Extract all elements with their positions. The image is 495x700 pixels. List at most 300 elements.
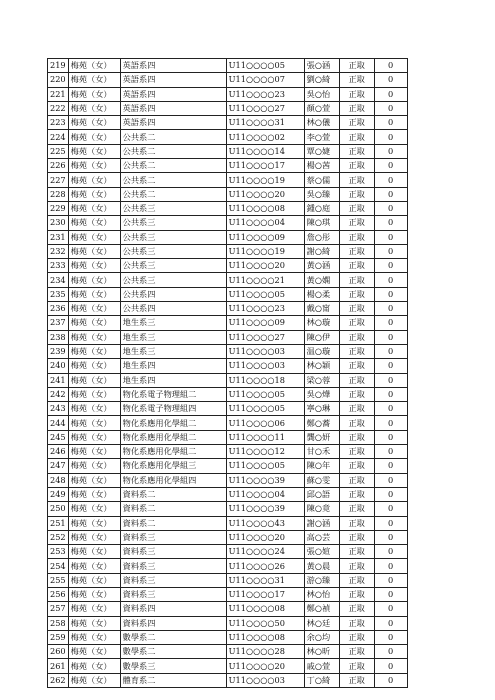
- department-cell: 公共系二: [120, 144, 226, 158]
- row-number: 238: [48, 330, 69, 344]
- value-cell: 0: [374, 216, 407, 230]
- student-name-cell: 劉○綺: [304, 73, 339, 87]
- table-row: [48, 259, 408, 273]
- dorm-cell: 梅苑（女）: [68, 230, 120, 244]
- student-name-cell: 謝○涵: [304, 516, 339, 530]
- status-cell: 正取: [339, 573, 374, 587]
- student-name-cell: 吳○燁: [304, 387, 339, 401]
- student-name-cell: 林○穎: [304, 359, 339, 373]
- dorm-cell: 梅苑（女）: [68, 144, 120, 158]
- status-cell: 正取: [339, 344, 374, 358]
- student-id-cell: U11○○○○23: [226, 302, 304, 316]
- dorm-cell: 梅苑（女）: [68, 59, 120, 73]
- dorm-cell: 梅苑（女）: [68, 602, 120, 616]
- value-cell: 0: [374, 116, 407, 130]
- value-cell: 0: [374, 330, 407, 344]
- student-id-cell: U11○○○○20: [226, 530, 304, 544]
- dorm-cell: 梅苑（女）: [68, 645, 120, 659]
- value-cell: 0: [374, 673, 407, 687]
- value-cell: 0: [374, 259, 407, 273]
- student-id-cell: U11○○○○50: [226, 616, 304, 630]
- table-row: [48, 573, 408, 587]
- student-name-cell: 林○儀: [304, 116, 339, 130]
- department-cell: 資料系三: [120, 559, 226, 573]
- table-row: [48, 673, 408, 687]
- student-name-cell: 余○均: [304, 630, 339, 644]
- status-cell: 正取: [339, 545, 374, 559]
- value-cell: 0: [374, 445, 407, 459]
- row-number: 257: [48, 602, 69, 616]
- student-id-cell: U11○○○○14: [226, 144, 304, 158]
- department-cell: 地生系三: [120, 344, 226, 358]
- value-cell: 0: [374, 545, 407, 559]
- row-number: 219: [48, 59, 69, 73]
- department-cell: 物化系電子物理組四: [120, 402, 226, 416]
- dorm-cell: 梅苑（女）: [68, 187, 120, 201]
- dorm-cell: 梅苑（女）: [68, 101, 120, 115]
- value-cell: 0: [374, 344, 407, 358]
- table-row: [48, 130, 408, 144]
- status-cell: 正取: [339, 273, 374, 287]
- value-cell: 0: [374, 387, 407, 401]
- student-id-cell: U11○○○○20: [226, 187, 304, 201]
- student-name-cell: 詹○彤: [304, 230, 339, 244]
- table-row: [48, 173, 408, 187]
- row-number: 258: [48, 616, 69, 630]
- student-id-cell: U11○○○○31: [226, 116, 304, 130]
- table-row: [48, 516, 408, 530]
- value-cell: 0: [374, 359, 407, 373]
- row-number: 224: [48, 130, 69, 144]
- table-row: [48, 73, 408, 87]
- row-number: 250: [48, 502, 69, 516]
- student-id-cell: U11○○○○05: [226, 287, 304, 301]
- dorm-cell: 梅苑（女）: [68, 545, 120, 559]
- status-cell: 正取: [339, 445, 374, 459]
- dorm-cell: 梅苑（女）: [68, 159, 120, 173]
- department-cell: 公共系四: [120, 302, 226, 316]
- value-cell: 0: [374, 316, 407, 330]
- department-cell: 公共系三: [120, 259, 226, 273]
- table-row: [48, 316, 408, 330]
- status-cell: 正取: [339, 187, 374, 201]
- student-name-cell: 丁○綺: [304, 673, 339, 687]
- row-number: 251: [48, 516, 69, 530]
- student-id-cell: U11○○○○27: [226, 330, 304, 344]
- department-cell: 物化系應用化學組二: [120, 445, 226, 459]
- status-cell: 正取: [339, 59, 374, 73]
- table-row: [48, 473, 408, 487]
- student-id-cell: U11○○○○20: [226, 659, 304, 673]
- student-name-cell: 戚○萱: [304, 659, 339, 673]
- student-id-cell: U11○○○○17: [226, 587, 304, 601]
- status-cell: 正取: [339, 430, 374, 444]
- status-cell: 正取: [339, 416, 374, 430]
- table-row: [48, 287, 408, 301]
- dorm-cell: 梅苑（女）: [68, 244, 120, 258]
- table-row: [48, 344, 408, 358]
- department-cell: 資料系四: [120, 602, 226, 616]
- status-cell: 正取: [339, 516, 374, 530]
- status-cell: 正取: [339, 459, 374, 473]
- row-number: 229: [48, 201, 69, 215]
- department-cell: 數學系二: [120, 645, 226, 659]
- student-id-cell: U11○○○○09: [226, 230, 304, 244]
- value-cell: 0: [374, 530, 407, 544]
- student-id-cell: U11○○○○02: [226, 130, 304, 144]
- dorm-allocation-table: [47, 58, 408, 688]
- student-id-cell: U11○○○○08: [226, 630, 304, 644]
- row-number: 249: [48, 487, 69, 501]
- department-cell: 資料系三: [120, 587, 226, 601]
- row-number: 226: [48, 159, 69, 173]
- value-cell: 0: [374, 459, 407, 473]
- table-row: [48, 273, 408, 287]
- table-row: [48, 116, 408, 130]
- department-cell: 地生系四: [120, 359, 226, 373]
- row-number: 253: [48, 545, 69, 559]
- table-row: [48, 602, 408, 616]
- department-cell: 英語系四: [120, 73, 226, 87]
- department-cell: 公共系二: [120, 130, 226, 144]
- table-body: [48, 59, 408, 688]
- status-cell: 正取: [339, 230, 374, 244]
- dorm-cell: 梅苑（女）: [68, 344, 120, 358]
- status-cell: 正取: [339, 101, 374, 115]
- table-row: [48, 216, 408, 230]
- value-cell: 0: [374, 502, 407, 516]
- status-cell: 正取: [339, 530, 374, 544]
- table-row: [48, 159, 408, 173]
- department-cell: 公共系二: [120, 187, 226, 201]
- value-cell: 0: [374, 373, 407, 387]
- table-row: [48, 630, 408, 644]
- row-number: 244: [48, 416, 69, 430]
- row-number: 220: [48, 73, 69, 87]
- table-row: [48, 144, 408, 158]
- value-cell: 0: [374, 402, 407, 416]
- department-cell: 公共系二: [120, 173, 226, 187]
- allocation-sheet: [47, 58, 408, 688]
- dorm-cell: 梅苑（女）: [68, 402, 120, 416]
- student-id-cell: U11○○○○11: [226, 430, 304, 444]
- student-name-cell: 林○昕: [304, 645, 339, 659]
- row-number: 239: [48, 344, 69, 358]
- value-cell: 0: [374, 87, 407, 101]
- student-name-cell: 吳○怡: [304, 87, 339, 101]
- table-row: [48, 402, 408, 416]
- row-number: 248: [48, 473, 69, 487]
- table-row: [48, 587, 408, 601]
- value-cell: 0: [374, 187, 407, 201]
- status-cell: 正取: [339, 587, 374, 601]
- row-number: 255: [48, 573, 69, 587]
- table-row: [48, 659, 408, 673]
- department-cell: 物化系應用化學組二: [120, 430, 226, 444]
- student-name-cell: 陳○年: [304, 459, 339, 473]
- department-cell: 公共系三: [120, 201, 226, 215]
- department-cell: 數學系三: [120, 659, 226, 673]
- status-cell: 正取: [339, 502, 374, 516]
- student-id-cell: U11○○○○39: [226, 473, 304, 487]
- table-row: [48, 302, 408, 316]
- department-cell: 體育系二: [120, 673, 226, 687]
- row-number: 240: [48, 359, 69, 373]
- row-number: 259: [48, 630, 69, 644]
- student-name-cell: 謝○綺: [304, 244, 339, 258]
- student-name-cell: 黃○晨: [304, 559, 339, 573]
- dorm-cell: 梅苑（女）: [68, 473, 120, 487]
- value-cell: 0: [374, 573, 407, 587]
- value-cell: 0: [374, 159, 407, 173]
- value-cell: 0: [374, 302, 407, 316]
- row-number: 247: [48, 459, 69, 473]
- department-cell: 資料系三: [120, 573, 226, 587]
- student-name-cell: 戴○甯: [304, 302, 339, 316]
- dorm-cell: 梅苑（女）: [68, 259, 120, 273]
- table-row: [48, 559, 408, 573]
- status-cell: 正取: [339, 130, 374, 144]
- dorm-cell: 梅苑（女）: [68, 487, 120, 501]
- row-number: 228: [48, 187, 69, 201]
- dorm-cell: 梅苑（女）: [68, 616, 120, 630]
- department-cell: 公共系四: [120, 287, 226, 301]
- row-number: 236: [48, 302, 69, 316]
- row-number: 223: [48, 116, 69, 130]
- department-cell: 資料系四: [120, 616, 226, 630]
- student-id-cell: U11○○○○05: [226, 402, 304, 416]
- student-name-cell: 李○萱: [304, 130, 339, 144]
- dorm-cell: 梅苑（女）: [68, 130, 120, 144]
- table-row: [48, 359, 408, 373]
- dorm-cell: 梅苑（女）: [68, 87, 120, 101]
- table-row: [48, 616, 408, 630]
- department-cell: 英語系四: [120, 116, 226, 130]
- row-number: 241: [48, 373, 69, 387]
- table-row: [48, 430, 408, 444]
- dorm-cell: 梅苑（女）: [68, 330, 120, 344]
- value-cell: 0: [374, 473, 407, 487]
- value-cell: 0: [374, 430, 407, 444]
- dorm-cell: 梅苑（女）: [68, 516, 120, 530]
- value-cell: 0: [374, 516, 407, 530]
- status-cell: 正取: [339, 402, 374, 416]
- status-cell: 正取: [339, 673, 374, 687]
- department-cell: 資料系二: [120, 502, 226, 516]
- table-row: [48, 230, 408, 244]
- row-number: 256: [48, 587, 69, 601]
- student-id-cell: U11○○○○03: [226, 344, 304, 358]
- student-id-cell: U11○○○○04: [226, 487, 304, 501]
- student-id-cell: U11○○○○08: [226, 602, 304, 616]
- department-cell: 公共系三: [120, 230, 226, 244]
- student-id-cell: U11○○○○39: [226, 502, 304, 516]
- status-cell: 正取: [339, 173, 374, 187]
- table-row: [48, 416, 408, 430]
- dorm-cell: 梅苑（女）: [68, 116, 120, 130]
- table-row: [48, 487, 408, 501]
- student-id-cell: U11○○○○28: [226, 645, 304, 659]
- student-id-cell: U11○○○○03: [226, 359, 304, 373]
- student-name-cell: 張○涵: [304, 59, 339, 73]
- row-number: 232: [48, 244, 69, 258]
- status-cell: 正取: [339, 616, 374, 630]
- department-cell: 英語系四: [120, 101, 226, 115]
- student-name-cell: 鄭○蕎: [304, 416, 339, 430]
- value-cell: 0: [374, 73, 407, 87]
- student-id-cell: U11○○○○06: [226, 416, 304, 430]
- student-name-cell: 高○芸: [304, 530, 339, 544]
- value-cell: 0: [374, 630, 407, 644]
- student-name-cell: 顏○萱: [304, 101, 339, 115]
- department-cell: 公共系三: [120, 216, 226, 230]
- value-cell: 0: [374, 101, 407, 115]
- student-id-cell: U11○○○○20: [226, 259, 304, 273]
- row-number: 246: [48, 445, 69, 459]
- status-cell: 正取: [339, 244, 374, 258]
- row-number: 262: [48, 673, 69, 687]
- value-cell: 0: [374, 244, 407, 258]
- status-cell: 正取: [339, 87, 374, 101]
- student-name-cell: 林○廷: [304, 616, 339, 630]
- student-name-cell: 陳○琪: [304, 216, 339, 230]
- value-cell: 0: [374, 616, 407, 630]
- table-row: [48, 645, 408, 659]
- value-cell: 0: [374, 230, 407, 244]
- table-row: [48, 201, 408, 215]
- table-row: [48, 87, 408, 101]
- value-cell: 0: [374, 659, 407, 673]
- student-name-cell: 蔡○儒: [304, 173, 339, 187]
- status-cell: 正取: [339, 316, 374, 330]
- table-row: [48, 59, 408, 73]
- student-name-cell: 黃○嫻: [304, 273, 339, 287]
- student-name-cell: 張○媗: [304, 545, 339, 559]
- table-row: [48, 445, 408, 459]
- department-cell: 地生系三: [120, 316, 226, 330]
- student-name-cell: 楊○柔: [304, 287, 339, 301]
- department-cell: 資料系三: [120, 530, 226, 544]
- row-number: 237: [48, 316, 69, 330]
- student-id-cell: U11○○○○17: [226, 159, 304, 173]
- dorm-cell: 梅苑（女）: [68, 173, 120, 187]
- student-name-cell: 覃○婕: [304, 144, 339, 158]
- value-cell: 0: [374, 602, 407, 616]
- department-cell: 物化系應用化學組三: [120, 459, 226, 473]
- student-name-cell: 寧○琳: [304, 402, 339, 416]
- value-cell: 0: [374, 487, 407, 501]
- dorm-cell: 梅苑（女）: [68, 302, 120, 316]
- student-id-cell: U11○○○○24: [226, 545, 304, 559]
- student-id-cell: U11○○○○05: [226, 387, 304, 401]
- department-cell: 物化系電子物理組二: [120, 387, 226, 401]
- student-id-cell: U11○○○○05: [226, 59, 304, 73]
- department-cell: 公共系三: [120, 273, 226, 287]
- table-row: [48, 244, 408, 258]
- student-name-cell: 陳○伊: [304, 330, 339, 344]
- department-cell: 地生系三: [120, 330, 226, 344]
- dorm-cell: 梅苑（女）: [68, 387, 120, 401]
- dorm-cell: 梅苑（女）: [68, 373, 120, 387]
- row-number: 252: [48, 530, 69, 544]
- row-number: 260: [48, 645, 69, 659]
- status-cell: 正取: [339, 559, 374, 573]
- dorm-cell: 梅苑（女）: [68, 530, 120, 544]
- table-row: [48, 502, 408, 516]
- student-id-cell: U11○○○○03: [226, 673, 304, 687]
- dorm-cell: 梅苑（女）: [68, 459, 120, 473]
- value-cell: 0: [374, 173, 407, 187]
- table-row: [48, 330, 408, 344]
- table-row: [48, 101, 408, 115]
- table-row: [48, 545, 408, 559]
- dorm-cell: 梅苑（女）: [68, 273, 120, 287]
- row-number: 254: [48, 559, 69, 573]
- dorm-cell: 梅苑（女）: [68, 287, 120, 301]
- student-name-cell: 蘇○雯: [304, 473, 339, 487]
- department-cell: 公共系三: [120, 244, 226, 258]
- department-cell: 資料系二: [120, 487, 226, 501]
- student-id-cell: U11○○○○09: [226, 316, 304, 330]
- row-number: 227: [48, 173, 69, 187]
- student-id-cell: U11○○○○26: [226, 559, 304, 573]
- dorm-cell: 梅苑（女）: [68, 359, 120, 373]
- table-row: [48, 187, 408, 201]
- student-name-cell: 陳○竟: [304, 502, 339, 516]
- dorm-cell: 梅苑（女）: [68, 73, 120, 87]
- status-cell: 正取: [339, 216, 374, 230]
- table-row: [48, 530, 408, 544]
- value-cell: 0: [374, 559, 407, 573]
- status-cell: 正取: [339, 259, 374, 273]
- student-name-cell: 邱○語: [304, 487, 339, 501]
- row-number: 245: [48, 430, 69, 444]
- student-id-cell: U11○○○○07: [226, 73, 304, 87]
- student-id-cell: U11○○○○18: [226, 373, 304, 387]
- row-number: 234: [48, 273, 69, 287]
- department-cell: 英語系四: [120, 87, 226, 101]
- status-cell: 正取: [339, 302, 374, 316]
- student-id-cell: U11○○○○19: [226, 173, 304, 187]
- student-id-cell: U11○○○○31: [226, 573, 304, 587]
- row-number: 221: [48, 87, 69, 101]
- value-cell: 0: [374, 645, 407, 659]
- value-cell: 0: [374, 416, 407, 430]
- department-cell: 數學系二: [120, 630, 226, 644]
- row-number: 231: [48, 230, 69, 244]
- value-cell: 0: [374, 287, 407, 301]
- dorm-cell: 梅苑（女）: [68, 502, 120, 516]
- row-number: 233: [48, 259, 69, 273]
- student-name-cell: 吳○臻: [304, 187, 339, 201]
- student-id-cell: U11○○○○04: [226, 216, 304, 230]
- status-cell: 正取: [339, 159, 374, 173]
- student-id-cell: U11○○○○23: [226, 87, 304, 101]
- value-cell: 0: [374, 587, 407, 601]
- department-cell: 英語系四: [120, 59, 226, 73]
- student-id-cell: U11○○○○19: [226, 244, 304, 258]
- table-row: [48, 387, 408, 401]
- dorm-cell: 梅苑（女）: [68, 659, 120, 673]
- student-name-cell: 游○臻: [304, 573, 339, 587]
- student-name-cell: 鄭○禎: [304, 602, 339, 616]
- department-cell: 物化系應用化學組二: [120, 416, 226, 430]
- dorm-cell: 梅苑（女）: [68, 573, 120, 587]
- status-cell: 正取: [339, 602, 374, 616]
- row-number: 261: [48, 659, 69, 673]
- department-cell: 物化系應用化學組四: [120, 473, 226, 487]
- status-cell: 正取: [339, 201, 374, 215]
